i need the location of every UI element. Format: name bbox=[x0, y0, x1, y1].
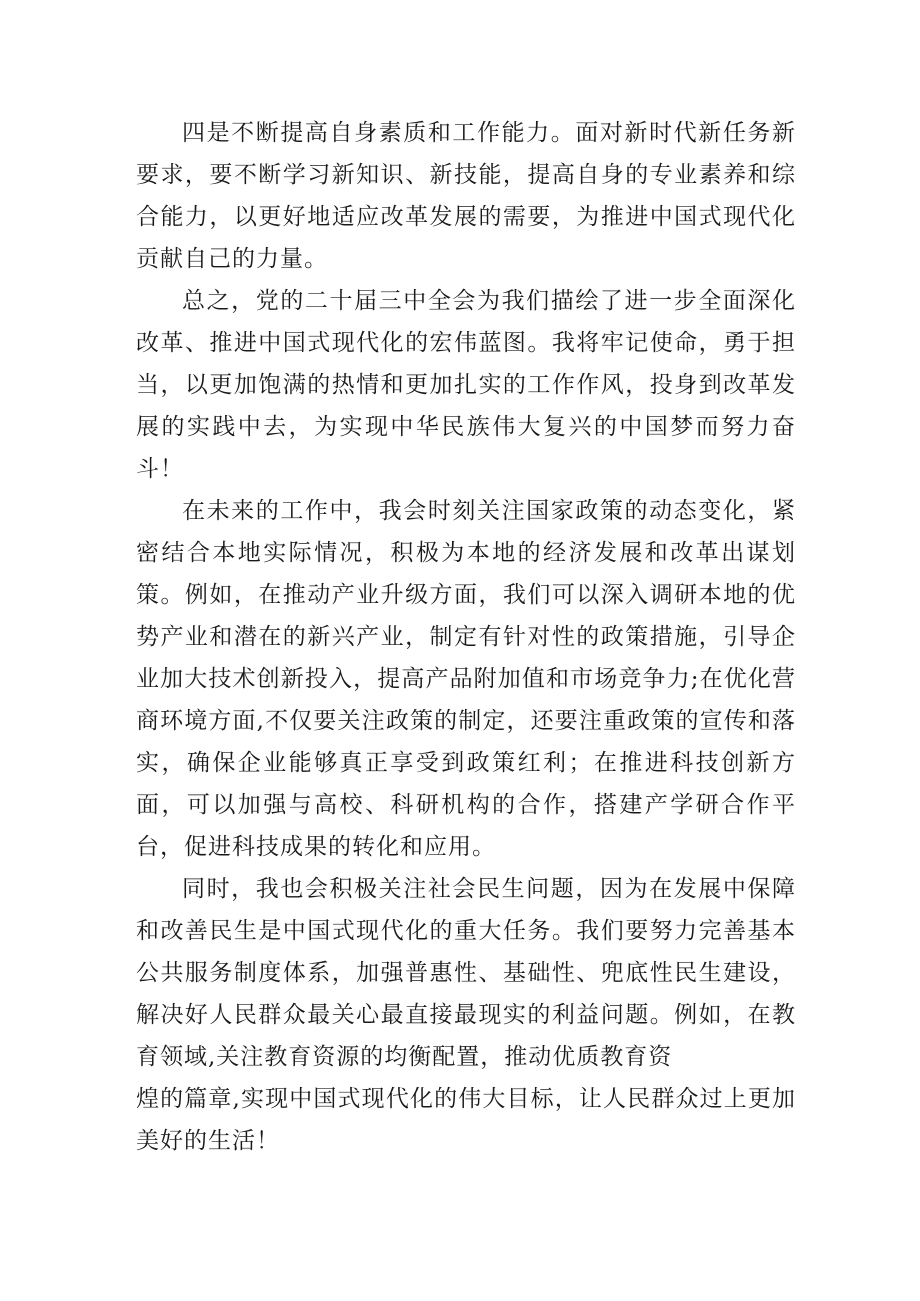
paragraph-continuation: 煌的篇章,实现中国式现代化的伟大目标，让人民群众过上更加美好的生活！ bbox=[136, 1086, 796, 1154]
paragraph-2: 总之，党的二十届三中全会为我们描绘了进一步全面深化改革、推进中国式现代化的宏伟蓝图。我将牢记使命，勇于担当，以更加饱满的热情和更加扎实的工作作风，投身到改革发展的实践中去，为实现中华民族伟大复兴的中国梦而努力奋斗！ bbox=[136, 288, 796, 482]
document-body bbox=[136, 112, 796, 1162]
paragraph-3: 在未来的工作中，我会时刻关注国家政策的动态变化，紧密结合本地实际情况，积极为本地的经济发展和改革出谋划策。例如，在推动产业升级方面，我们可以深入调研本地的优势产业和潜在的新兴产业，制定有针对性的政策措施，引导企业加大技术创新投入，提高产品附加值和市场竞争力;在优化营商环境方面,不仅要关注政策的制定，还要注重政策的宣传和落实，确保企业能够真正享受到政策红利；在推进科技创新方面，可以加强与高校、科研机构的合作，搭建产学研合作平台，促进科技成果的转化和应用。 bbox=[136, 498, 796, 860]
paragraph-1: 四是不断提高自身素质和工作能力。面对新时代新任务新要求，要不断学习新知识、新技能，提高自身的专业素养和综合能力，以更好地适应改革发展的需要，为推进中国式现代化贡献自己的力量。 bbox=[136, 120, 796, 272]
paragraph-4: 同时，我也会积极关注社会民生问题，因为在发展中保障和改善民生是中国式现代化的重大任务。我们要努力完善基本公共服务制度体系，加强普惠性、基础性、兜底性民生建设，解决好人民群众最关心最直接最现实的利益问题。例如，在教育领域,关注教育资源的均衡配置，推动优质教育资 bbox=[136, 876, 796, 1070]
